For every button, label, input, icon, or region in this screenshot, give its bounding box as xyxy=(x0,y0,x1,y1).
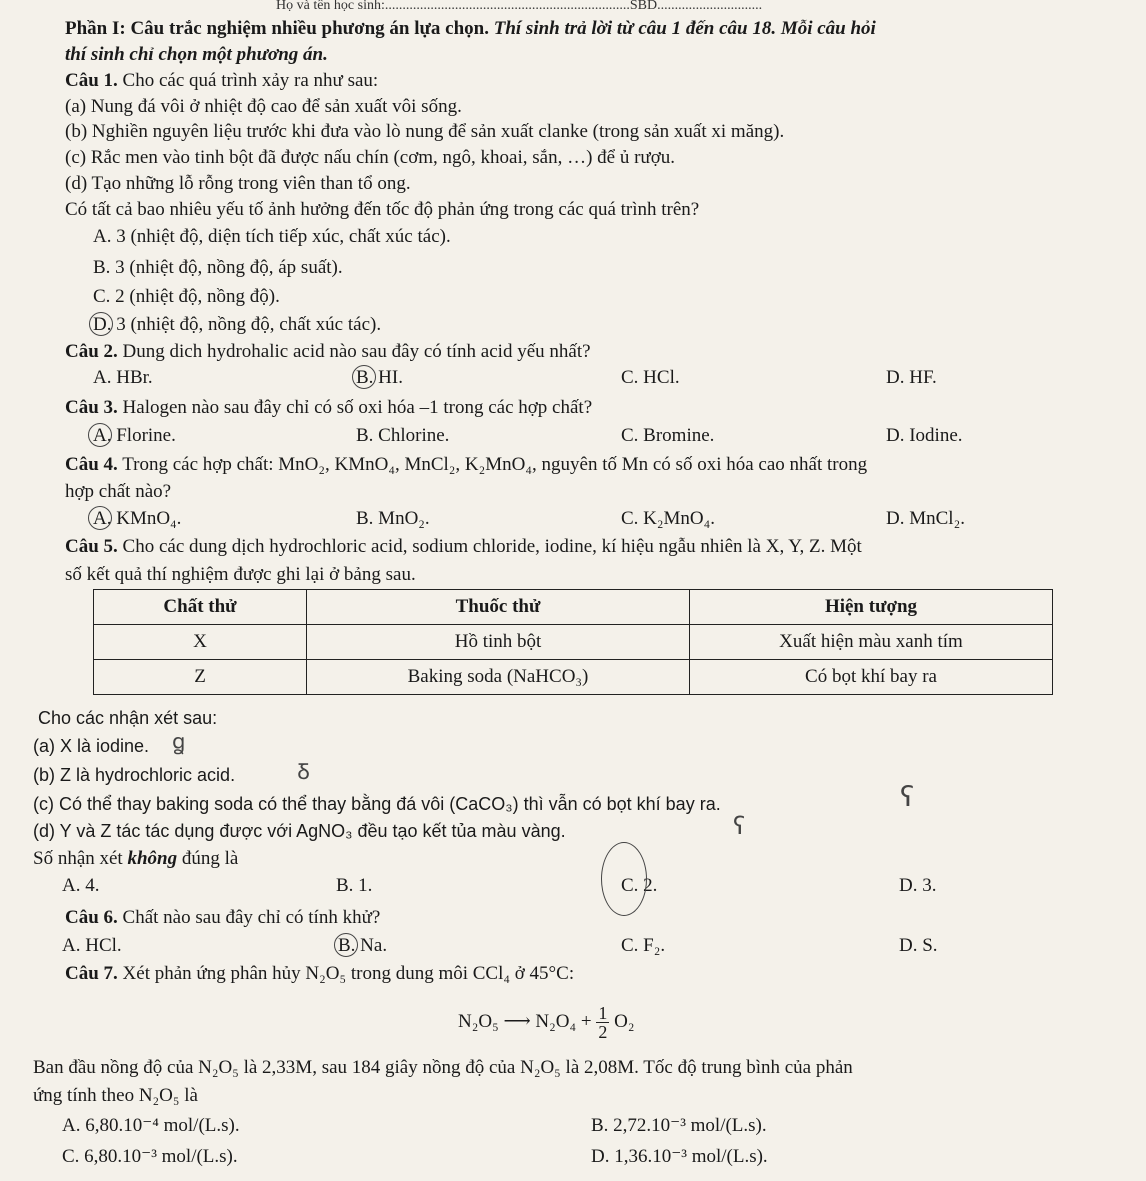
q5-results-table xyxy=(93,589,1053,695)
q4-stem xyxy=(65,453,867,477)
q5-option-d[interactable]: D. 3. xyxy=(899,875,937,896)
q5-question-pre: Số nhận xét xyxy=(33,848,123,869)
table-cell: Baking soda (NaHCO₃) xyxy=(307,660,690,695)
q5-remark-d: (d) Y và Z tác tác dụng được với AgNO₃ đều tạo kết tủa màu vàng. xyxy=(33,821,566,841)
part1-instruction: Thí sinh trả lời từ câu 1 đến câu 18. Mỗi câu hỏi xyxy=(493,18,876,39)
q6-answer-circle xyxy=(334,933,358,957)
table-header-cell: Hiện tượng xyxy=(690,590,1053,625)
handwritten-mark-c: ʕ xyxy=(900,780,915,813)
q4-option-d[interactable]: D. MnCl₂. xyxy=(886,508,965,529)
handwritten-mark-d: ʕ xyxy=(733,812,746,840)
table-cell: X xyxy=(94,625,307,660)
q7-option-a[interactable]: A. 6,80.10⁻⁴ mol/(L.s). xyxy=(62,1115,240,1136)
q5-question-post: đúng là xyxy=(181,848,239,869)
q1-option-b[interactable]: B. 3 (nhiệt độ, nồng độ, áp suất). xyxy=(93,257,343,278)
handwritten-mark-b: Ᵹ xyxy=(297,760,311,785)
q5-answer-circle xyxy=(601,842,647,916)
q1-option-d[interactable]: D. 3 (nhiệt độ, nồng độ, chất xúc tác). xyxy=(93,314,382,335)
q7-body-1: Ban đầu nồng độ của N₂O₅ là 2,33M, sau 184 giây nồng độ của N₂O₅ là 2,08M. Tốc độ trung bình của phản xyxy=(33,1057,853,1078)
q5-question-em: không xyxy=(127,848,178,869)
q7-option-b[interactable]: B. 2,72.10⁻³ mol/(L.s). xyxy=(591,1115,767,1136)
q3-option-c[interactable]: C. Bromine. xyxy=(621,425,715,446)
q5-remark-a: (a) X là iodine. xyxy=(33,736,150,756)
q2-label: Câu 2. xyxy=(65,341,118,362)
q5-stem-2: số kết quả thí nghiệm được ghi lại ở bảng sau. xyxy=(65,564,416,585)
q1-option-c[interactable]: C. 2 (nhiệt độ, nồng độ). xyxy=(93,286,280,307)
q4-option-a[interactable]: A. KMnO₄. xyxy=(93,508,182,529)
q4-stem-text: Trong các hợp chất: MnO₂, KMnO₄, MnCl₂, K₂MnO₄, nguyên tố Mn có số oxi hóa cao nhất trong xyxy=(122,454,868,475)
part1-heading xyxy=(65,17,876,41)
q2-option-a[interactable]: A. HBr. xyxy=(93,367,153,388)
q3-answer-circle xyxy=(88,423,112,447)
q2-option-b[interactable]: B. HI. xyxy=(356,367,403,388)
q3-stem-text: Halogen nào sau đây chỉ có số oxi hóa –1 trong các hợp chất? xyxy=(122,397,593,418)
q7-stem-text: Xét phản ứng phân hủy N₂O₅ trong dung môi CCl₄ ở 45°C: xyxy=(122,963,575,984)
q4-answer-circle xyxy=(88,506,112,530)
q7-equation xyxy=(458,1000,634,1044)
table-header-cell: Thuốc thử xyxy=(307,590,690,625)
q7-label: Câu 7. xyxy=(65,963,118,984)
handwritten-mark-a: ꬶ xyxy=(172,730,186,755)
q6-option-d[interactable]: D. S. xyxy=(899,935,938,956)
student-info-header: Họ và tên học sinh:......................................................................SBD.............................. xyxy=(276,0,763,13)
q1-item-a: (a) Nung đá vôi ở nhiệt độ cao để sản xuất vôi sống. xyxy=(65,96,462,117)
q6-option-c[interactable]: C. F₂. xyxy=(621,935,666,956)
q1-stem xyxy=(65,69,378,93)
q7-equation-left: N₂O₅ ⟶ N₂O₄ + xyxy=(458,1011,592,1032)
table-row xyxy=(94,625,1053,660)
q6-stem-text: Chất nào sau đây chỉ có tính khử? xyxy=(122,907,381,928)
q7-body-2: ứng tính theo N₂O₅ là xyxy=(33,1085,198,1106)
q6-option-b[interactable]: B. Na. xyxy=(338,935,388,956)
q1-question: Có tất cả bao nhiêu yếu tố ảnh hưởng đến tốc độ phản ứng trong các quá trình trên? xyxy=(65,199,700,220)
q2-stem xyxy=(65,340,591,364)
q1-answer-circle xyxy=(89,312,113,336)
q6-stem xyxy=(65,906,380,930)
table-header-cell: Chất thử xyxy=(94,590,307,625)
q7-stem xyxy=(65,962,574,986)
q1-item-b: (b) Nghiền nguyên liệu trước khi đưa vào lò nung để sản xuất clanke (trong sản xuất xi măng). xyxy=(65,121,785,142)
q2-option-c[interactable]: C. HCl. xyxy=(621,367,680,388)
table-cell: Hồ tinh bột xyxy=(307,625,690,660)
q3-option-a[interactable]: A. Florine. xyxy=(93,425,176,446)
q1-item-d: (d) Tạo những lỗ rỗng trong viên than tổ ong. xyxy=(65,173,411,194)
q5-question xyxy=(33,847,238,871)
q6-label: Câu 6. xyxy=(65,907,118,928)
table-cell: Có bọt khí bay ra xyxy=(690,660,1053,695)
table-cell: Xuất hiện màu xanh tím xyxy=(690,625,1053,660)
q2-option-d[interactable]: D. HF. xyxy=(886,367,937,388)
q3-option-d[interactable]: D. Iodine. xyxy=(886,425,963,446)
q2-answer-circle xyxy=(352,365,376,389)
q5-label: Câu 5. xyxy=(65,536,118,557)
q1-option-a[interactable]: A. 3 (nhiệt độ, diện tích tiếp xúc, chất xúc tác). xyxy=(93,226,451,247)
q4-label: Câu 4. xyxy=(65,454,118,475)
q1-stem-text: Cho các quá trình xảy ra như sau: xyxy=(122,70,379,91)
q3-stem xyxy=(65,396,592,420)
q7-option-c[interactable]: C. 6,80.10⁻³ mol/(L.s). xyxy=(62,1146,238,1167)
q7-option-d[interactable]: D. 1,36.10⁻³ mol/(L.s). xyxy=(591,1146,768,1167)
table-cell: Z xyxy=(94,660,307,695)
q4-option-b[interactable]: B. MnO₂. xyxy=(356,508,430,529)
part1-instruction-2: thí sinh chỉ chọn một phương án. xyxy=(65,44,328,65)
q4-option-c[interactable]: C. K₂MnO₄. xyxy=(621,508,716,529)
q4-stem-2: hợp chất nào? xyxy=(65,481,172,502)
table-row xyxy=(94,660,1053,695)
table-header-row xyxy=(94,590,1053,625)
q5-remark-c: (c) Có thể thay baking soda có thể thay bằng đá vôi (CaCO₃) thì vẫn có bọt khí bay ra. xyxy=(33,794,721,814)
q5-stem-text: Cho các dung dịch hydrochloric acid, sodium chloride, iodine, kí hiệu ngẫu nhiên là X, Y, Z. Một xyxy=(122,536,862,557)
q7-equation-fraction xyxy=(596,1004,609,1041)
q5-remarks-title: Cho các nhận xét sau: xyxy=(38,708,218,728)
q5-option-c[interactable]: C. 2. xyxy=(621,875,658,896)
q3-label: Câu 3. xyxy=(65,397,118,418)
q1-label: Câu 1. xyxy=(65,70,118,91)
q5-stem xyxy=(65,535,862,559)
q5-remark-b: (b) Z là hydrochloric acid. xyxy=(33,765,236,785)
fraction-numerator: 1 xyxy=(598,1003,608,1024)
q5-option-b[interactable]: B. 1. xyxy=(336,875,373,896)
q3-option-b[interactable]: B. Chlorine. xyxy=(356,425,450,446)
fraction-denominator: 2 xyxy=(598,1022,608,1043)
q6-option-a[interactable]: A. HCl. xyxy=(62,935,122,956)
q5-option-a[interactable]: A. 4. xyxy=(62,875,100,896)
q7-equation-right: O₂ xyxy=(614,1011,635,1032)
q1-item-c: (c) Rắc men vào tinh bột đã được nấu chín (cơm, ngô, khoai, sắn, …) để ủ rượu. xyxy=(65,147,676,168)
q2-stem-text: Dung dich hydrohalic acid nào sau đây có tính acid yếu nhất? xyxy=(122,341,591,362)
part1-title: Phần I: Câu trắc nghiệm nhiều phương án lựa chọn. xyxy=(65,18,489,39)
